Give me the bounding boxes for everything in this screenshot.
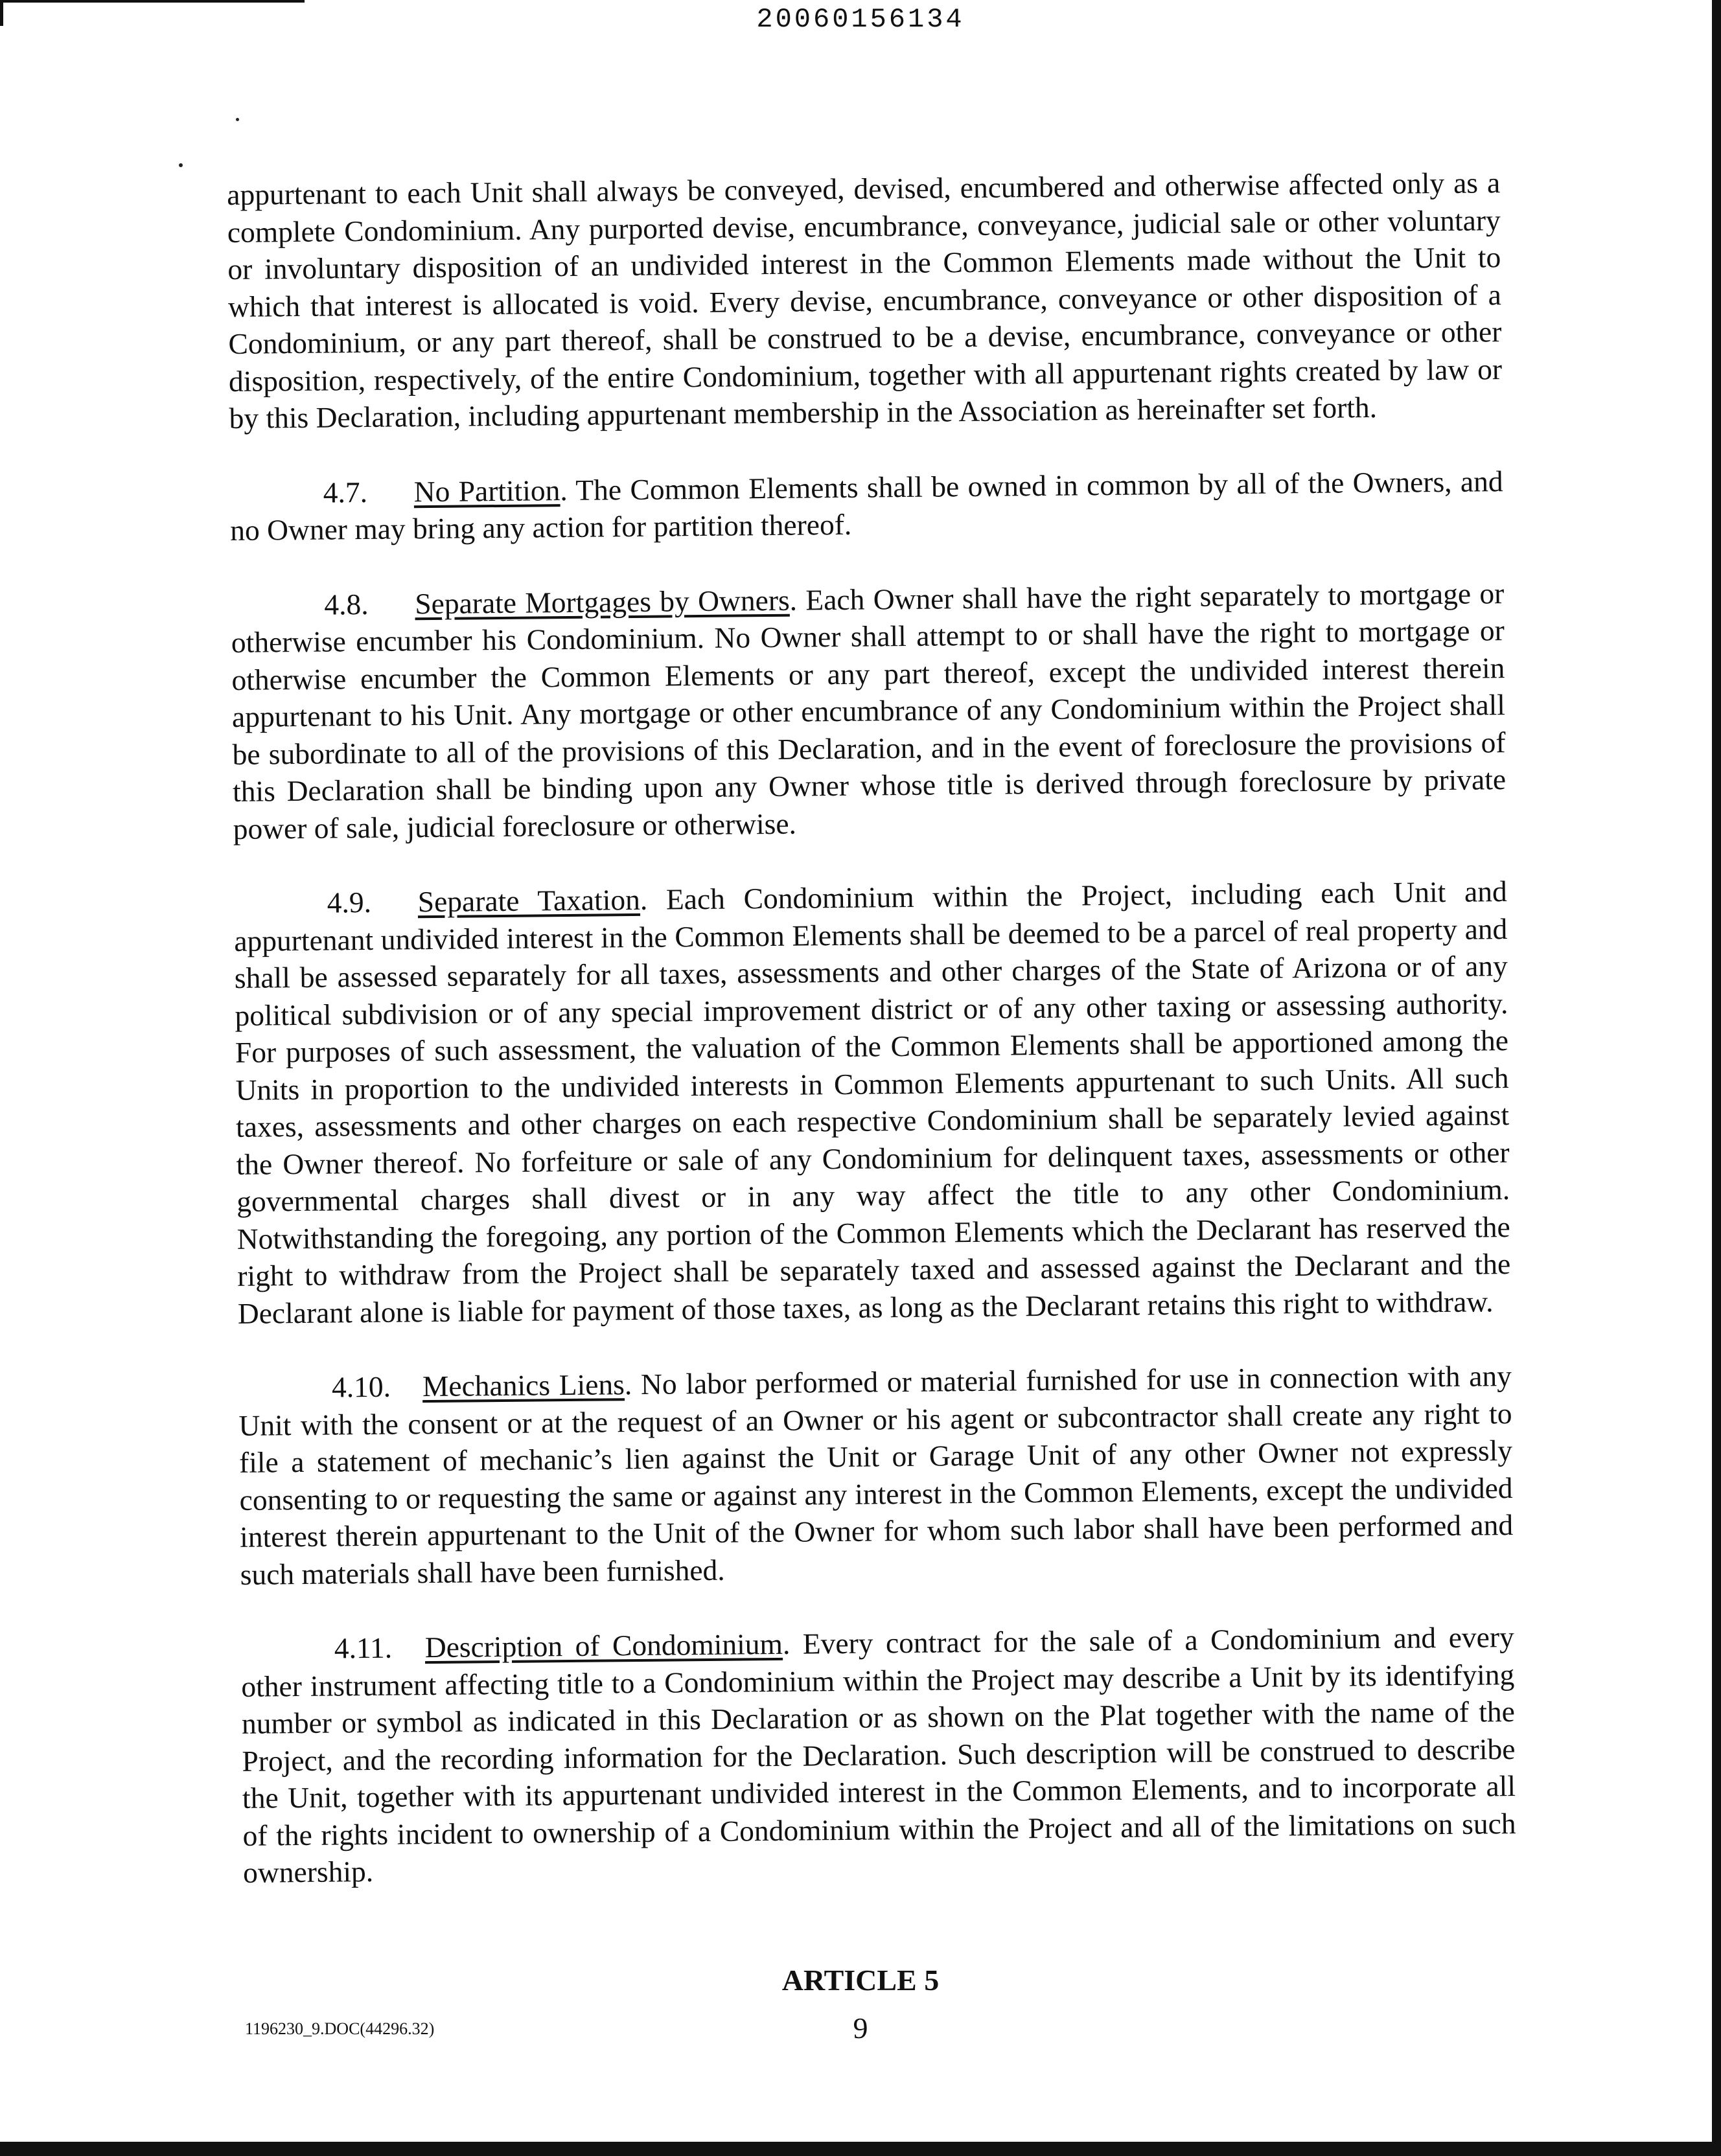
scan-edge-bottom <box>0 2142 1721 2156</box>
article-heading: ARTICLE 5 <box>781 1964 940 1997</box>
section-number: 4.11. <box>334 1631 393 1665</box>
section-4-11 <box>241 1618 1517 1891</box>
section-title: Mechanics Liens <box>422 1368 625 1403</box>
section-number: 4.8. <box>324 587 369 621</box>
section-text: . Every contract for the sale of a Condominium and every other instrument affecting title to a Condominium within the Project may describe a Unit by its identifying number or symbol as indicated in this Declaration or as shown on the Plat together with the name of the Project, and the recording information for the Declaration. Such description will be construed to describe the Unit, together with its appurtenant undivided interest in the Common Elements, and to incorporate all of the rights incident to ownership of a Condominium within the Project and all of the limitations on such ownership. <box>241 1620 1516 1889</box>
section-text: . The Common Elements shall be owned in common by all of the Owners, and no Owner may bring any action for partition thereof. <box>230 464 1503 547</box>
section-title: Separate Taxation <box>417 882 641 919</box>
section-4-9 <box>234 873 1512 1332</box>
section-title: Description of Condominium <box>424 1627 783 1664</box>
section-number: 4.7. <box>323 475 368 509</box>
section-text: . No labor performed or material furnished for use in connection with any Unit with the consent or at the request of an Owner or his agent or subcontractor shall create any right to file a statement of mechanic’s lien against the Unit or Garage Unit of any other Owner not expressly consenting to or requesting the same or against any interest in the Common Elements, except the undivided interest therein appurtenant to the Unit of the Owner for whom such labor shall have been performed and such materials shall have been furnished. <box>238 1359 1514 1591</box>
scan-edge-top <box>0 0 305 3</box>
section-number: 4.10. <box>331 1370 391 1404</box>
scan-speck <box>179 163 183 167</box>
section-4-10 <box>238 1357 1514 1593</box>
section-4-8 <box>231 575 1507 847</box>
page-body <box>227 164 1517 1929</box>
paragraph-text: appurtenant to each Unit shall always be conveyed, devised, encumbered and otherwise affected only as a complete Condominium. Any purported devise, encumbrance, conveyance, judicial sale or other voluntary or involuntary disposition of an undivided interest in the Common Elements made without the Unit to which that interest is allocated is void. Every devise, encumbrance, conveyance or other disposition of a Condominium, or any part thereof, shall be construed to be a devise, encumbrance, conveyance or other disposition, respectively, of the entire Condominium, together with all appurtenant rights created by law or by this Declaration, including appurtenant membership in the Association as hereinafter set forth. <box>227 166 1503 435</box>
scan-speck <box>236 118 239 121</box>
page-number: 9 <box>853 2012 868 2045</box>
scan-edge-right <box>1712 0 1721 2156</box>
section-4-7 <box>229 463 1503 549</box>
document-reference: 1196230_9.DOC(44296.32) <box>245 2019 435 2038</box>
section-number: 4.9. <box>327 885 372 919</box>
paragraph-4-6-continued <box>227 164 1503 437</box>
section-text: . Each Condominium within the Project, including each Unit and appurtenant undivided interest in the Common Elements shall be deemed to be a parcel of real property and shall be assessed separately for all taxes, assessments and other charges of the State of Arizona or of any political subdivision or of any special improvement district or of any other taxing or assessing authority. For purposes of such assessment, the valuation of the Common Elements shall be apportioned among the Units in proportion to the undivided interests in Common Elements appurtenant to such Units. All such taxes, assessments and other charges on each respective Condominium shall be separately levied against the Owner thereof. No forfeiture or sale of any Condominium for delinquent taxes, assessments or other governmental charges shall divest or in any way affect the title to any other Condominium. Notwithstanding the foregoing, any portion of the Common Elements which the Declarant has reserved the right to withdraw from the Project shall be separately taxed and assessed against the Declarant and the Declarant alone is liable for payment of those taxes, as long as the Declarant retains this right to withdraw. <box>234 875 1511 1330</box>
document-number: 20060156134 <box>756 4 965 35</box>
section-title: No Partition <box>413 473 560 508</box>
section-text: . Each Owner shall have the right separately to mortgage or otherwise encumber his Condominium. No Owner shall attempt to or shall have the right to mortgage or otherwise encumber the Common Elements or any part thereof, except the undivided interest therein appurtenant to his Unit. Any mortgage or other encumbrance of any Condominium within the Project shall be subordinate to all of the provisions of this Declaration, and in the event of foreclosure the provisions of this Declaration shall be binding upon any Owner whose title is derived through foreclosure by private power of sale, judicial foreclosure or otherwise. <box>231 576 1507 845</box>
section-title: Separate Mortgages by Owners <box>415 583 790 620</box>
